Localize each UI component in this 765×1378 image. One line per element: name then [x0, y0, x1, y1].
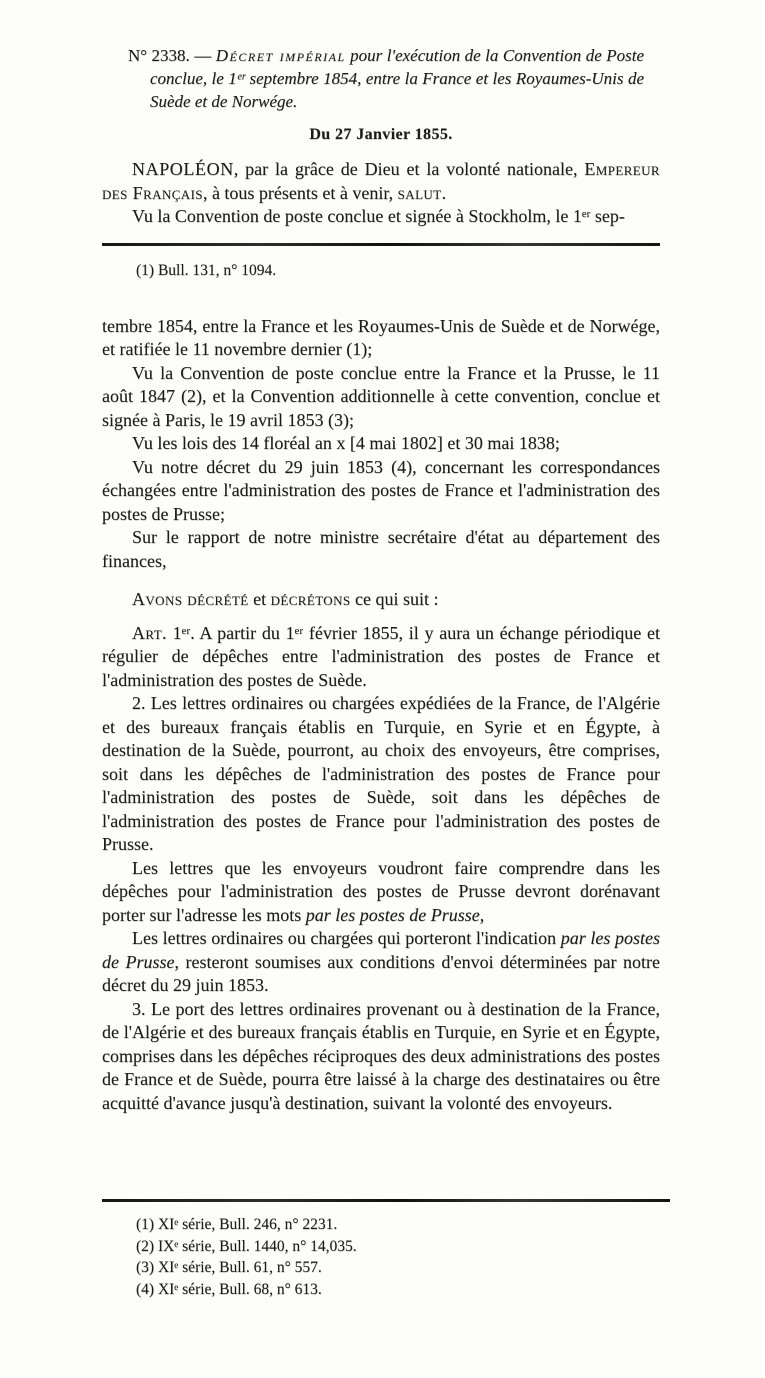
paragraph-article-2c — [102, 927, 660, 998]
article-2c-italic: par les postes de Prusse — [102, 928, 660, 972]
article-2b-italic: par les postes de Prusse — [305, 904, 480, 925]
footnote-4: (4) XIᵉ série, Bull. 68, n° 613. — [136, 1280, 322, 1298]
napoleon-text-3: . — [441, 182, 447, 203]
text-column — [102, 44, 660, 1115]
paragraph-article-1 — [102, 622, 660, 693]
paragraph-decree-formula — [102, 588, 660, 612]
decree-heading — [102, 44, 644, 113]
paragraph-rapport: Sur le rapport de notre ministre secrétaire d'état au département des finances, — [102, 527, 660, 571]
paragraph-napoleon — [102, 158, 660, 205]
article-2c-text-2: , resteront soumises aux conditions d'envoi déterminées par notre décret du 29 juin 1853. — [102, 951, 660, 995]
article-1-label: Art. — [132, 622, 167, 643]
avons-decrete: Avons décrété — [132, 589, 249, 609]
decree-body — [102, 315, 660, 1116]
paragraph-vu-lois: Vu les lois des 14 floréal an x [4 mai 1802] et 30 mai 1838; — [132, 433, 560, 453]
footnote-1: (1) XIᵉ série, Bull. 246, n° 2231. — [136, 1216, 338, 1233]
decree-date: Du 27 Janvier 1855. — [309, 126, 453, 143]
decree-suit: ce qui suit : — [350, 589, 439, 609]
paragraph-vu-prusse: Vu la Convention de poste conclue entre la France et la Prusse, le 11 août 1847 (2), et la Convention additionnelle à cette convention, conclue et signée à Paris, le 19 avril 1853 (3); — [102, 362, 660, 430]
footnote-2: (2) IXᵉ série, Bull. 1440, n° 14,035. — [136, 1237, 357, 1255]
separator-rule-bottom — [102, 1199, 670, 1202]
sovereign-name: NAPOLÉON — [132, 159, 234, 179]
decree-title-rest: pour l'exécution de la Convention de Poste conclue, le 1ᵉʳ septembre 1854, entre la France et les Royaumes-Unis de Suède et de Norwége. — [150, 46, 645, 111]
separator-rule-top — [102, 243, 660, 246]
article-2b-text-2: , — [479, 904, 485, 925]
paragraph-stockholm: Vu la Convention de poste conclue et signée à Stockholm, le 1ᵉʳ sep- — [132, 206, 625, 226]
decretons: décrétons — [270, 589, 351, 609]
footnote-block — [102, 1199, 670, 1300]
article-2b-text-1: Les lettres que les envoyeurs voudront faire comprendre dans les dépêches pour l'administration des postes de Prusse devront dorénavant porter sur l'adresse les mots — [102, 857, 660, 925]
paragraph-vu-decret: Vu notre décret du 29 juin 1853 (4), concernant les correspondances échangées entre l'administration des postes de France et l'administration des postes de Prusse; — [102, 456, 660, 524]
sovereign-title: Empereur des Français — [102, 159, 660, 203]
paragraph-continuation: tembre 1854, entre la France et les Royaumes-Unis de Suède et de Norwége, et ratifiée le 11 novembre dernier (1); — [102, 315, 660, 359]
decree-title: Décret impérial — [215, 46, 346, 65]
article-1-text: 1ᵉʳ. A partir du 1ᵉʳ février 1855, il y aura un échange périodique et régulier de dépêches entre l'administration des postes de France et l'administration des postes de Suède. — [102, 622, 660, 690]
paragraph-article-3: 3. Le port des lettres ordinaires provenant ou à destination de la France, de l'Algérie et des bureaux français établis en Turquie, en Syrie et en Égypte, comprises dans les dépêches réciproques des deux administrations des postes de France et de Suède, pourra être laissé à la charge des destinataires ou être acquitté d'avance jusqu'à destination, suivant la volonté des envoyeurs. — [102, 998, 660, 1113]
footnote-list — [102, 1214, 670, 1300]
salut-word: salut — [397, 182, 442, 203]
paragraph-article-2: 2. Les lettres ordinaires ou chargées expédiées de la France, de l'Algérie et des bureaux français établis en Turquie, en Syrie et en Égypte, à destination de la Suède, pourront, au choix des envoyeurs, être comprises, soit dans les dépêches de l'administration des postes de France pour l'administration des postes de Suède, soit dans les dépêches de l'administration des postes de France pour l'administration des postes de Prusse. — [102, 693, 660, 854]
article-2c-text-1: Les lettres ordinaires ou chargées qui porteront l'indication — [132, 928, 561, 948]
footnote-top: (1) Bull. 131, n° 1094. — [136, 261, 277, 279]
napoleon-text-1: , par la grâce de Dieu et la volonté nationale, — [233, 159, 585, 179]
napoleon-text-2: , à tous présents et à venir, — [202, 182, 398, 203]
decree-number: N° 2338. — — [128, 46, 216, 65]
footnote-3: (3) XIᵉ série, Bull. 61, n° 557. — [136, 1259, 322, 1276]
paragraph-article-2b — [102, 857, 660, 928]
decree-et: et — [248, 589, 271, 609]
